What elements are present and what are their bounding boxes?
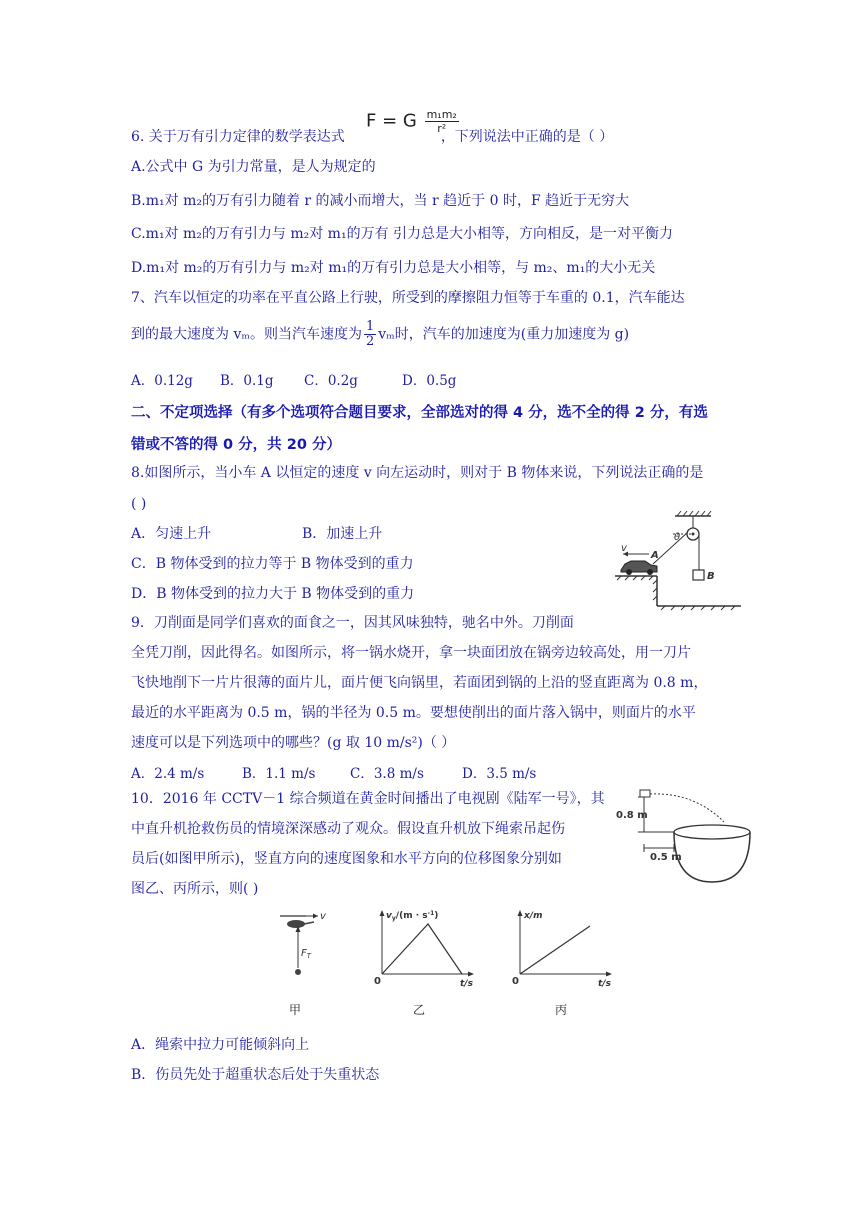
- vy-origin-label: 0: [374, 976, 381, 987]
- q6-stem-suffix: ，下列说法中正确的是（ ）: [440, 129, 614, 145]
- caption-bing: 丙: [555, 1003, 568, 1017]
- formula-denominator: r²: [437, 122, 447, 135]
- q10-option-b: B．伤员先处于超重状态后处于失重状态: [131, 1067, 380, 1083]
- q6-option-d: D.m₁对 m₂的万有引力与 m₂对 m₁的万有引力总是大小相等，与 m₂、m₁的大小无关: [131, 260, 656, 276]
- q8-car-pulley-figure: [613, 510, 743, 612]
- q7-line2: [131, 320, 629, 349]
- q8-line2: ( ): [131, 496, 147, 512]
- q7-half-num: 1: [365, 319, 375, 334]
- formula-numerator: m₁m₂: [426, 108, 457, 121]
- tension-label: $F_T$: [301, 948, 312, 960]
- q7-option-b: B．0.1g: [220, 373, 274, 389]
- block-b-label: B: [707, 571, 715, 582]
- q7-half-fraction: [364, 320, 376, 349]
- q10-helicopter-figure: [276, 906, 346, 986]
- x-axis-label: x/m: [524, 911, 543, 921]
- q9-option-d: D．3.5 m/s: [462, 766, 537, 782]
- q7-line2-a: 到的最大速度为 vₘ。则当汽车速度为: [131, 326, 362, 343]
- q9-option-b: B．1.1 m/s: [242, 766, 316, 782]
- q6-option-b: B.m₁对 m₂的万有引力随着 r 的减小而增大，当 r 趋近于 0 时，F 趋近于无穷大: [131, 193, 630, 209]
- q10-line3: 员后(如图甲所示)，竖直方向的速度图象和水平方向的位移图象分别如: [131, 851, 562, 867]
- heli-v-label: v: [320, 911, 326, 922]
- q10-line4: 图乙、丙所示，则( ): [131, 881, 259, 897]
- injured-person: [295, 969, 301, 975]
- q9-line2: 全凭刀削，因此得名。如图所示，将一锅水烧开，拿一块面团放在锅旁边较高处，用一刀片: [131, 645, 691, 661]
- q8-line1: 8.如图所示，当小车 A 以恒定的速度 v 向左运动时，则对于 B 物体来说，下列说法正确的是: [131, 465, 704, 481]
- q6-stem-prefix: 6. 关于万有引力定律的数学表达式: [131, 129, 345, 145]
- q7-option-a: A．0.12g: [131, 373, 193, 389]
- q7-option-d: D．0.5g: [402, 373, 457, 389]
- q9-option-a: A．2.4 m/s: [131, 766, 205, 782]
- q7-line2-b: vₘ时，汽车的加速度为(重力加速度为 g): [378, 326, 630, 343]
- q6-stem: [131, 128, 613, 146]
- section2-heading-line1: 二、不定项选择（有多个选项符合题目要求，全部选对的得 4 分，选不全的得 2 分，有选: [131, 405, 708, 421]
- vy-line: [382, 924, 462, 974]
- q9-height-label: 0.8 m: [616, 810, 648, 821]
- q9-line5: 速度可以是下列选项中的哪些？(g 取 10 m/s²)（ ）: [131, 735, 456, 751]
- q10-x-t-graph: [504, 906, 616, 990]
- formula-lhs: F = G: [366, 110, 417, 132]
- caption-yi: 乙: [413, 1003, 426, 1017]
- q9-line4: 最近的水平距离为 0.5 m，锅的半径为 0.5 m。要想使削出的面片落入锅中，则面片的水平: [131, 705, 696, 721]
- q9-pot-figure: [614, 786, 754, 886]
- q10-vy-t-graph: [366, 906, 478, 990]
- section2-heading-line2: 错或不答的得 0 分，共 20 分）: [131, 437, 341, 453]
- q8-option-d: D．B 物体受到的拉力大于 B 物体受到的重力: [131, 586, 415, 602]
- velocity-label: v: [621, 543, 627, 554]
- car-a-label: A: [651, 550, 659, 561]
- x-t-label: t/s: [598, 979, 611, 989]
- q9-line3: 飞快地削下一片片很薄的面片儿，面片便飞向锅里，若面团到锅的上沿的竖直距离为 0.8 m，: [131, 675, 708, 691]
- theta-label: θ: [674, 532, 681, 543]
- q7-line1: 7、汽车以恒定的功率在平直公路上行驶，所受到的摩擦阻力恒等于车重的 0.1，汽车能达: [131, 290, 685, 306]
- caption-jia: 甲: [289, 1003, 302, 1017]
- dough-block: [640, 790, 650, 797]
- q8-option-c: C．B 物体受到的拉力等于 B 物体受到的重力: [131, 556, 414, 572]
- vy-axis-label: $v_y/(m \cdot s^{-1})$: [386, 910, 439, 922]
- q7-option-c: C．0.2g: [304, 373, 358, 389]
- x-origin-label: 0: [512, 976, 519, 987]
- helicopter-body: [287, 920, 305, 928]
- q7-half-den: 2: [365, 334, 375, 349]
- q10-line2: 中直升机抢救伤员的情境深深感动了观众。假设直升机放下绳索吊起伤: [131, 821, 565, 837]
- trajectory-dashed: [650, 794, 724, 822]
- x-line: [520, 926, 590, 974]
- q8-option-b: B．加速上升: [302, 526, 383, 542]
- q10-line1: 10．2016 年 CCTV－1 综合频道在黄金时间播出了电视剧《陆军一号》，其: [131, 791, 605, 807]
- q9-distance-label: 0.5 m: [650, 852, 682, 863]
- q8-option-a: A．匀速上升: [131, 526, 212, 542]
- q9-option-c: C．3.8 m/s: [350, 766, 424, 782]
- q10-option-a: A．绳索中拉力可能倾斜向上: [131, 1037, 310, 1053]
- block-b: [693, 570, 704, 580]
- q6-option-a: A.公式中 G 为引力常量，是人为规定的: [131, 159, 376, 175]
- q6-option-c: C.m₁对 m₂的万有引力与 m₂对 m₁的万有 引力总是大小相等，方向相反，是一对平衡力: [131, 226, 674, 242]
- vy-t-label: t/s: [460, 979, 473, 989]
- q9-line1: 9．刀削面是同学们喜欢的面食之一，因其风味独特，驰名中外。刀削面: [131, 615, 574, 631]
